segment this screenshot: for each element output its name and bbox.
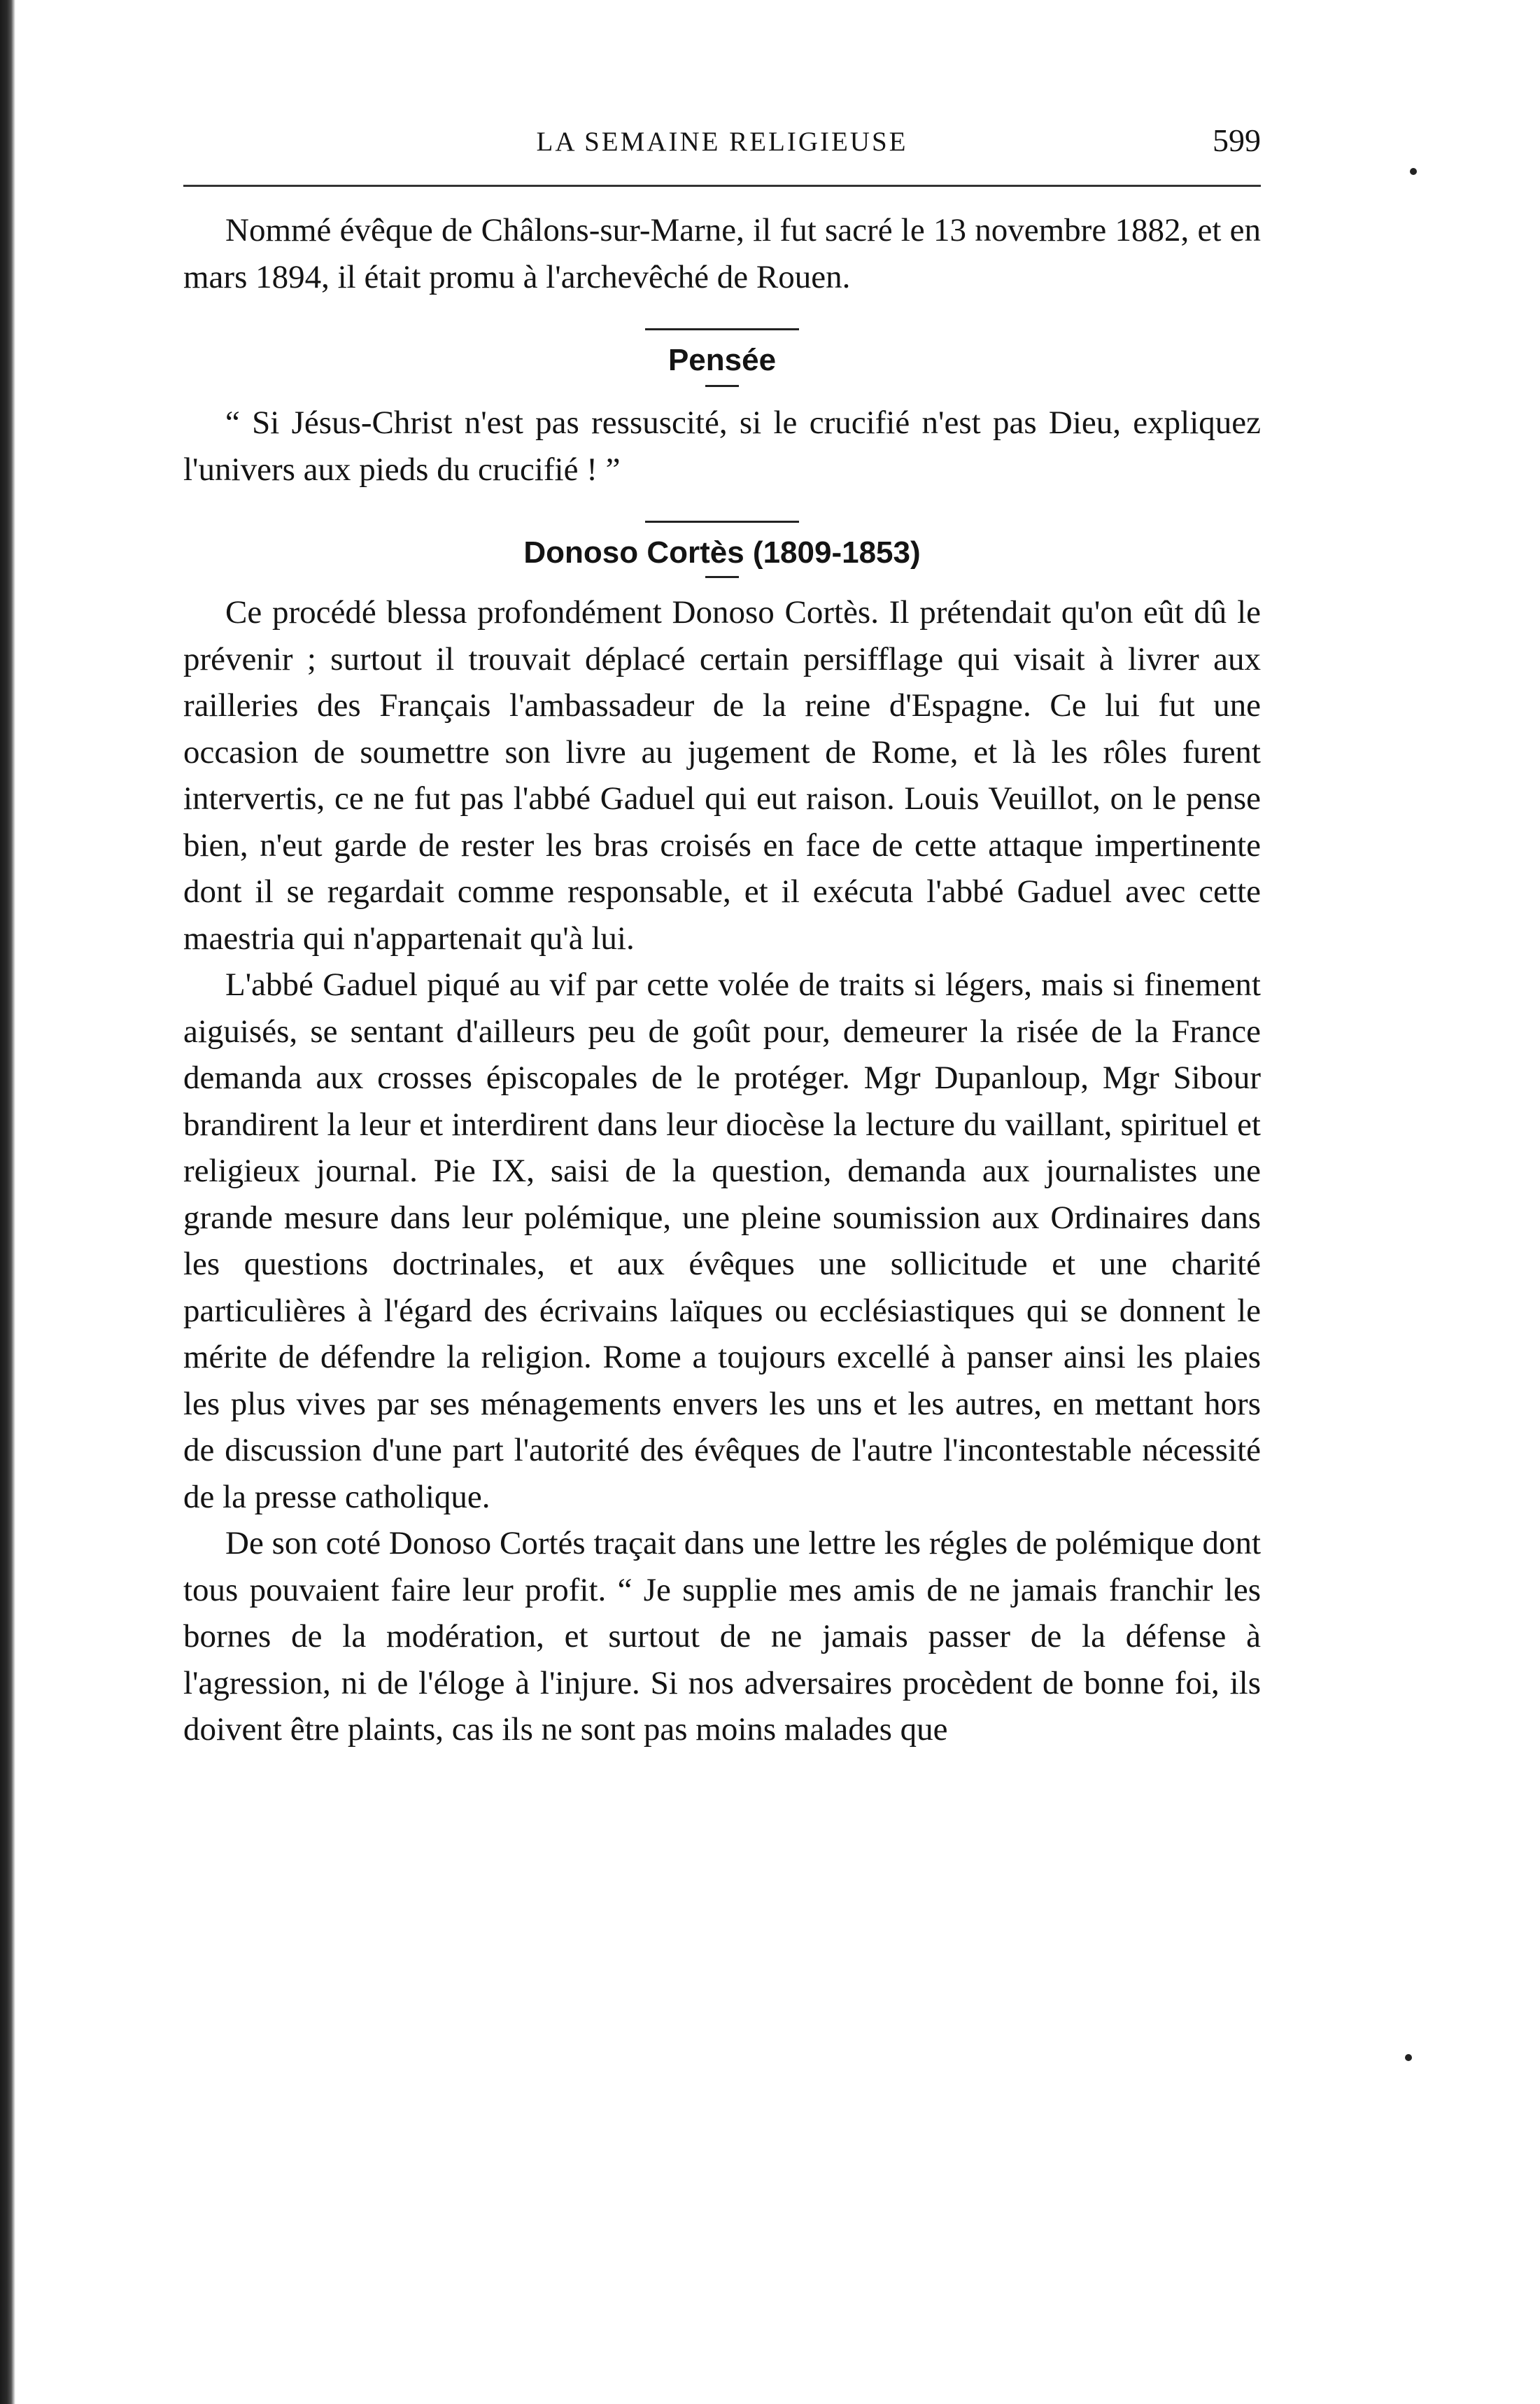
pensee-quote [183,400,1261,493]
body-paragraph: L'abbé Gaduel piqué au vif par cette volée de traits si légers, mais si finement aiguisés, se sentant d'ailleurs peu de goût pour, demeurer la risée de la France demanda aux crosses épiscopales de le protéger. Mgr Dupanloup, Mgr Sibour brandirent la leur et interdirent dans leur diocèse la lecture du vaillant, spirituel et religieux journal. Pie IX, saisi de la question, demanda aux journalistes une grande mesure dans leur polémique, une pleine soumission aux Ordinaires dans les questions doctrinales, et aux évêques une sollicitude et une charité particulières à l'égard des écrivains laïques ou ecclésiastiques qui se donnent le mérite de défendre la religion. Rome a toujours excellé à panser ainsi les plaies les plus vives par ses ménagements envers les uns et les autres, en mettant hors de discussion d'une part l'autorité des évêques de l'autre l'incontestable nécessité de la presse catholique. [183,966,1261,1515]
section-divider [645,328,799,330]
page-number: 599 [1213,122,1261,158]
section-heading-donoso-cortes: Donoso Cortès (1809-1853) [523,535,921,570]
header-rule [183,185,1261,187]
heading-underline [705,385,739,387]
document-page [183,122,1261,1753]
body-paragraph: Ce procédé blessa profondément Donoso Cortès. Il prétendait qu'on eût dû le prévenir ; surtout il trouvait déplacé certain persifflage qui visait à livrer aux railleries des Français l'ambassadeur de la reine d'Espagne. Ce lui fut une occasion de soumettre son livre au jugement de Rome, et là les rôles furent intervertis, ce ne fut pas l'abbé Gaduel qui eut raison. Louis Veuillot, on le pense bien, n'eut garde de rester les bras croisés en face de cette attaque impertinente dont il se regardait comme responsable, et il exécuta l'abbé Gaduel avec cette maestria qui n'appartenait qu'à lui. [183,594,1261,957]
print-speck [1405,2054,1412,2061]
heading-underline [705,576,739,578]
print-speck [1410,168,1417,175]
intro-paragraph: Nommé évêque de Châlons-sur-Marne, il fut sacré le 13 novembre 1882, et en mars 1894, il était promu à l'archevêché de Rouen. [183,212,1261,295]
quote-paragraph: “ Si Jésus-Christ n'est pas ressuscité, si le crucifié n'est pas Dieu, expliquez l'univers aux pieds du crucifié ! ” [183,405,1261,488]
running-title: LA SEMAINE RELIGIEUSE [536,127,908,157]
page-binding-edge [0,0,15,2404]
section-divider [645,521,799,523]
section-heading-pensee: Pensée [667,343,777,377]
body-paragraph: De son coté Donoso Cortés traçait dans une lettre les régles de polémique dont tous pouvaient faire leur profit. “ Je supplie mes amis de ne jamais franchir les bornes de la modération, et surtout de ne jamais passer de la défense à l'agression, ni de l'éloge à l'injure. Si nos adversaires procèdent de bonne foi, ils doivent être plaints, cas ils ne sont pas moins malades que [183,1525,1261,1748]
running-header [183,122,1261,175]
body-text [183,207,1261,1753]
